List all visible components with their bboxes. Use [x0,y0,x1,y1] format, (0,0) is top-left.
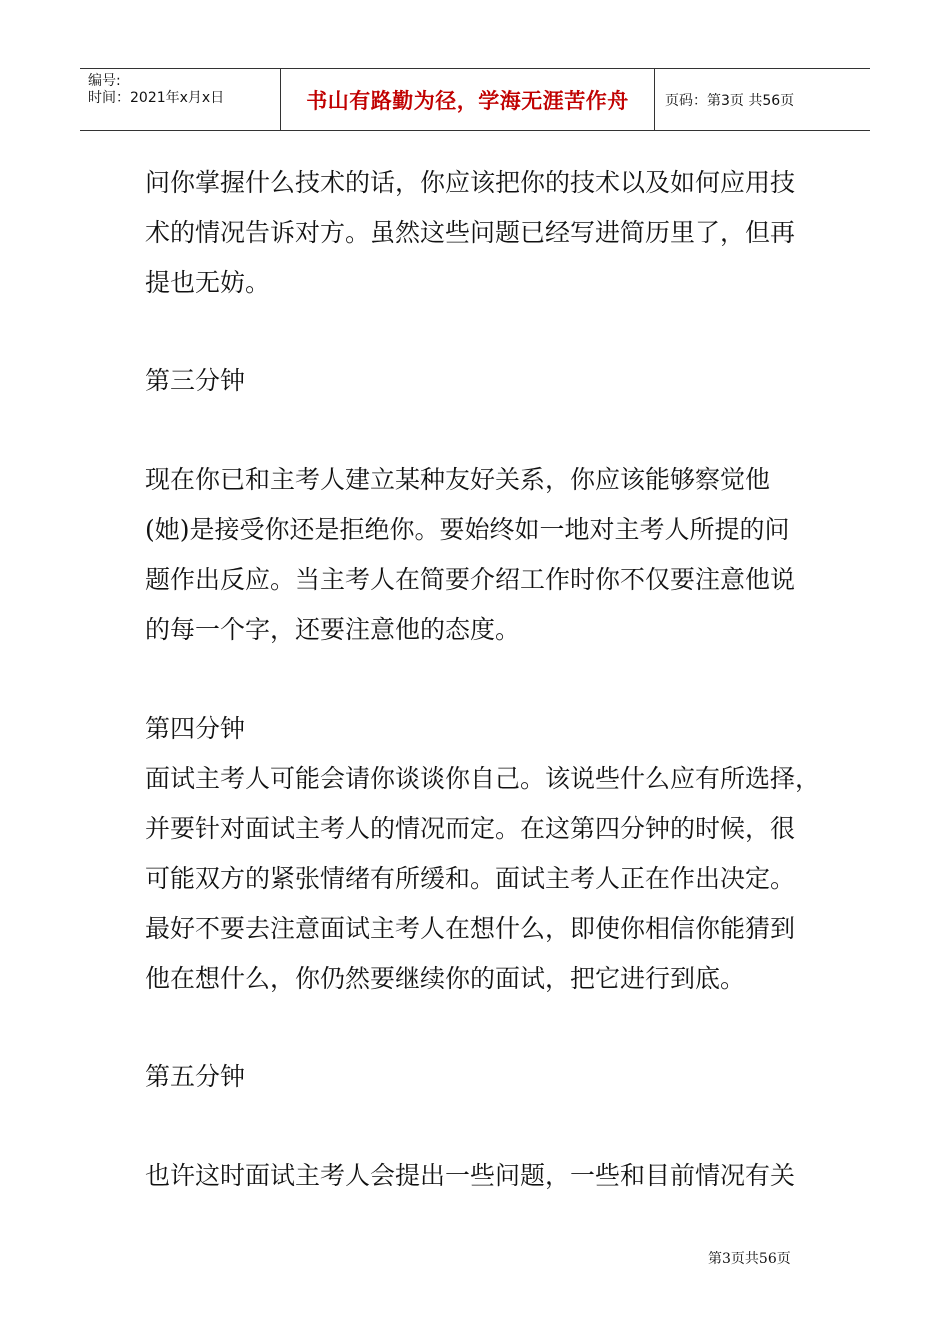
text-line: 并要针对面试主考人的情况而定。在这第四分钟的时候，很 [145,814,796,843]
time-label: 时间：2021年x月x日 [88,90,225,106]
section-heading-fifth-minute [145,1052,815,1102]
header-meta [80,69,281,130]
section-heading: 第四分钟 [145,714,246,743]
text-line: (她)是接受你还是拒绝你。要始终如一地对主考人所提的问 [145,515,790,544]
text-line: 题作出反应。当主考人在简要介绍工作时你不仅要注意他说 [145,565,796,594]
text-line: 现在你已和主考人建立某种友好关系，你应该能够察觉他 [145,465,771,494]
text-line: 提也无妨。 [145,268,271,297]
text-line: 的每一个字，还要注意他的态度。 [145,615,521,644]
header-motto: 书山有路勤为径，学海无涯苦作舟 [281,69,655,130]
text-line: 可能双方的紧张情绪有所缓和。面试主考人正在作出决定。 [145,864,796,893]
text-line: 术的情况告诉对方。虽然这些问题已经写进简历里了，但再 [145,218,796,247]
page-footer: 第3页共56页 [708,1251,791,1267]
number-label: 编号: [88,73,121,89]
paragraph-3 [145,704,821,1004]
page-header [80,68,870,131]
paragraph-4 [145,1151,815,1201]
text-line: 问你掌握什么技术的话，你应该把你的技术以及如何应用技 [145,168,796,197]
paragraph-2 [145,455,815,655]
section-heading: 第五分钟 [145,1062,246,1091]
header-page-info: 页码：第3页 共56页 [665,92,795,109]
text-line: 他在想什么，你仍然要继续你的面试，把它进行到底。 [145,964,746,993]
text-line: 也许这时面试主考人会提出一些问题，一些和目前情况有关 [145,1161,796,1190]
text-line: 面试主考人可能会请你谈谈你自己。该说些什么应有所选择， [145,764,821,793]
paragraph-1 [145,158,815,308]
text-line: 最好不要去注意面试主考人在想什么，即使你相信你能猜到 [145,914,796,943]
section-heading-third-minute [145,356,815,406]
section-heading: 第三分钟 [145,366,246,395]
